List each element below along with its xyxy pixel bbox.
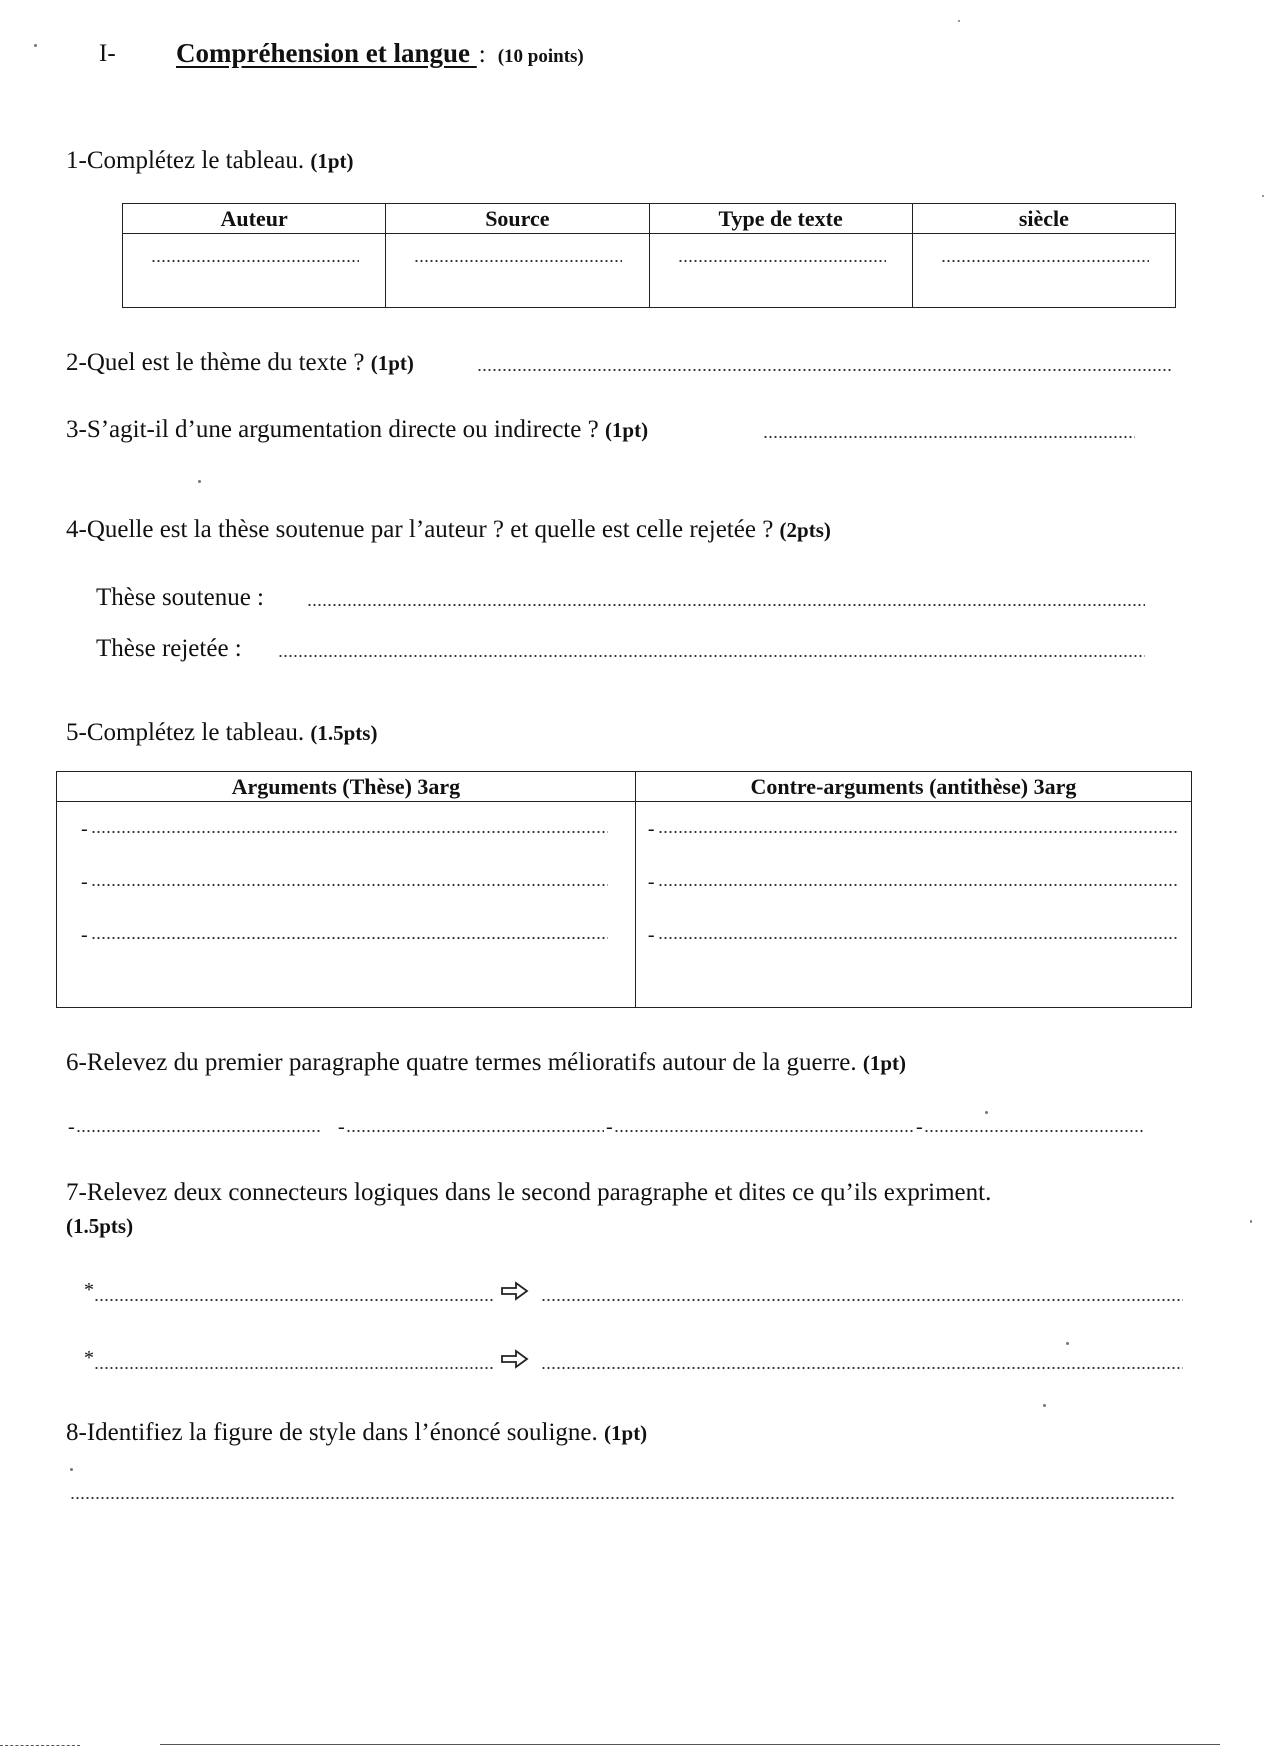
scan-speck xyxy=(1043,1404,1046,1407)
section-title-colon: : xyxy=(478,41,486,68)
question-2 xyxy=(66,348,414,378)
contre-argument-1-line[interactable] xyxy=(658,830,1178,834)
info-table-answer-row xyxy=(123,234,1176,308)
header-source: Source xyxy=(386,204,649,234)
question-5 xyxy=(66,718,377,748)
term-4-dash: - xyxy=(916,1116,923,1138)
argument-1-dash: - xyxy=(81,818,88,840)
question-6-text: 6-Relevez du premier paragraphe quatre termes mélioratifs autour de la guerre. xyxy=(66,1049,857,1076)
these-soutenue-label: Thèse soutenue : xyxy=(96,584,265,611)
auteur-answer-cell[interactable] xyxy=(123,234,386,308)
question-3 xyxy=(66,415,648,445)
question-2-text: 2-Quel est le thème du texte ? xyxy=(66,349,365,376)
question-6 xyxy=(66,1048,906,1078)
question-3-text: 3-S’agit-il d’une argumentation directe ou indirecte ? xyxy=(66,416,599,443)
contre-argument-3-dash: - xyxy=(647,924,655,946)
header-auteur: Auteur xyxy=(123,204,386,234)
scan-speck xyxy=(1250,1220,1252,1223)
contre-argument-1-dash: - xyxy=(647,818,655,840)
argument-3-line[interactable] xyxy=(91,936,608,940)
argument-2-dash: - xyxy=(81,871,88,893)
these-soutenue-answer-line[interactable] xyxy=(307,603,1145,607)
bottom-rule xyxy=(160,1744,1220,1745)
answer-line[interactable] xyxy=(414,259,622,263)
contre-arguments-cell[interactable] xyxy=(635,802,1191,1008)
siecle-answer-cell[interactable] xyxy=(912,234,1175,308)
question-1-points: (1pt) xyxy=(310,149,354,173)
outlined-right-arrow-icon xyxy=(500,1349,530,1369)
question-8-text: 8-Identifiez la figure de style dans l’énoncé souligne. xyxy=(66,1419,598,1446)
answer-line[interactable] xyxy=(678,259,886,263)
term-1-line[interactable] xyxy=(76,1129,320,1133)
scan-speck xyxy=(958,20,960,22)
header-contre-arguments: Contre-arguments (antithèse) 3arg xyxy=(635,772,1191,802)
question-4-points: (2pts) xyxy=(779,518,831,542)
answer-line[interactable] xyxy=(151,259,359,263)
connector-2-line[interactable] xyxy=(94,1366,494,1370)
question-2-answer-line[interactable] xyxy=(477,368,1172,372)
question-1-text: 1-Complétez le tableau. xyxy=(66,147,305,174)
scan-speck xyxy=(1066,1342,1069,1345)
connector-2-meaning-line[interactable] xyxy=(541,1366,1183,1370)
question-1 xyxy=(66,146,354,176)
term-4-line[interactable] xyxy=(924,1129,1145,1133)
term-1-dash: - xyxy=(68,1116,75,1138)
header-arguments: Arguments (Thèse) 3arg xyxy=(57,772,636,802)
argument-1-line[interactable] xyxy=(91,830,608,834)
outlined-right-arrow-icon xyxy=(500,1281,530,1301)
question-4 xyxy=(66,515,831,545)
question-4-text: 4-Quelle est la thèse soutenue par l’auteur ? et quelle est celle rejetée ? xyxy=(66,516,774,543)
argument-3-dash: - xyxy=(81,924,88,946)
question-5-points: (1.5pts) xyxy=(310,721,378,745)
scan-speck xyxy=(1262,195,1264,197)
bottom-rule-left xyxy=(0,1745,80,1746)
answer-line[interactable] xyxy=(941,259,1149,263)
header-siecle: siècle xyxy=(912,204,1175,234)
section-points: (10 points) xyxy=(497,46,584,67)
scan-speck xyxy=(198,480,201,483)
question-3-answer-line[interactable] xyxy=(763,435,1135,439)
arguments-cell[interactable] xyxy=(57,802,636,1008)
scan-speck xyxy=(985,1111,988,1114)
term-3-line[interactable] xyxy=(614,1129,914,1133)
contre-argument-3-line[interactable] xyxy=(658,936,1178,940)
contre-argument-2-dash: - xyxy=(647,871,655,893)
contre-argument-2-line[interactable] xyxy=(658,883,1178,887)
term-2-dash: - xyxy=(338,1116,345,1138)
scan-speck xyxy=(70,1468,73,1471)
question-5-text: 5-Complétez le tableau. xyxy=(66,719,305,746)
info-table-header-row xyxy=(123,204,1176,234)
term-2-line[interactable] xyxy=(346,1129,604,1133)
section-number: I- xyxy=(99,40,116,67)
question-6-points: (1pt) xyxy=(862,1051,907,1075)
these-rejetee-answer-line[interactable] xyxy=(278,654,1145,658)
question-7-points: (1.5pts) xyxy=(66,1214,134,1238)
term-3-dash: - xyxy=(606,1116,613,1138)
arguments-table-body-row xyxy=(57,802,1192,1008)
connector-2-marker: * xyxy=(84,1347,94,1369)
arguments-table xyxy=(56,771,1192,1008)
argument-2-line[interactable] xyxy=(91,883,608,887)
scan-speck xyxy=(34,44,37,47)
section-title: Compréhension et langue xyxy=(176,38,477,68)
question-7 xyxy=(66,1178,991,1208)
arguments-table-header-row xyxy=(57,772,1192,802)
source-answer-cell[interactable] xyxy=(386,234,649,308)
question-8 xyxy=(66,1418,647,1448)
info-table xyxy=(122,203,1176,308)
section-title-line xyxy=(176,38,584,69)
connector-1-meaning-line[interactable] xyxy=(541,1298,1183,1302)
question-7-text: 7-Relevez deux connecteurs logiques dans le second paragraphe et dites ce qu’ils expriment. xyxy=(66,1179,992,1206)
header-type-de-texte: Type de texte xyxy=(649,204,912,234)
type-answer-cell[interactable] xyxy=(649,234,912,308)
question-2-points: (1pt) xyxy=(370,351,414,375)
question-3-points: (1pt) xyxy=(604,418,649,442)
question-8-answer-line[interactable] xyxy=(70,1496,1175,1500)
question-8-points: (1pt) xyxy=(604,1421,648,1445)
connector-1-marker: * xyxy=(84,1279,94,1301)
these-rejetee-label: Thèse rejetée : xyxy=(96,635,242,662)
connector-1-line[interactable] xyxy=(94,1298,494,1302)
